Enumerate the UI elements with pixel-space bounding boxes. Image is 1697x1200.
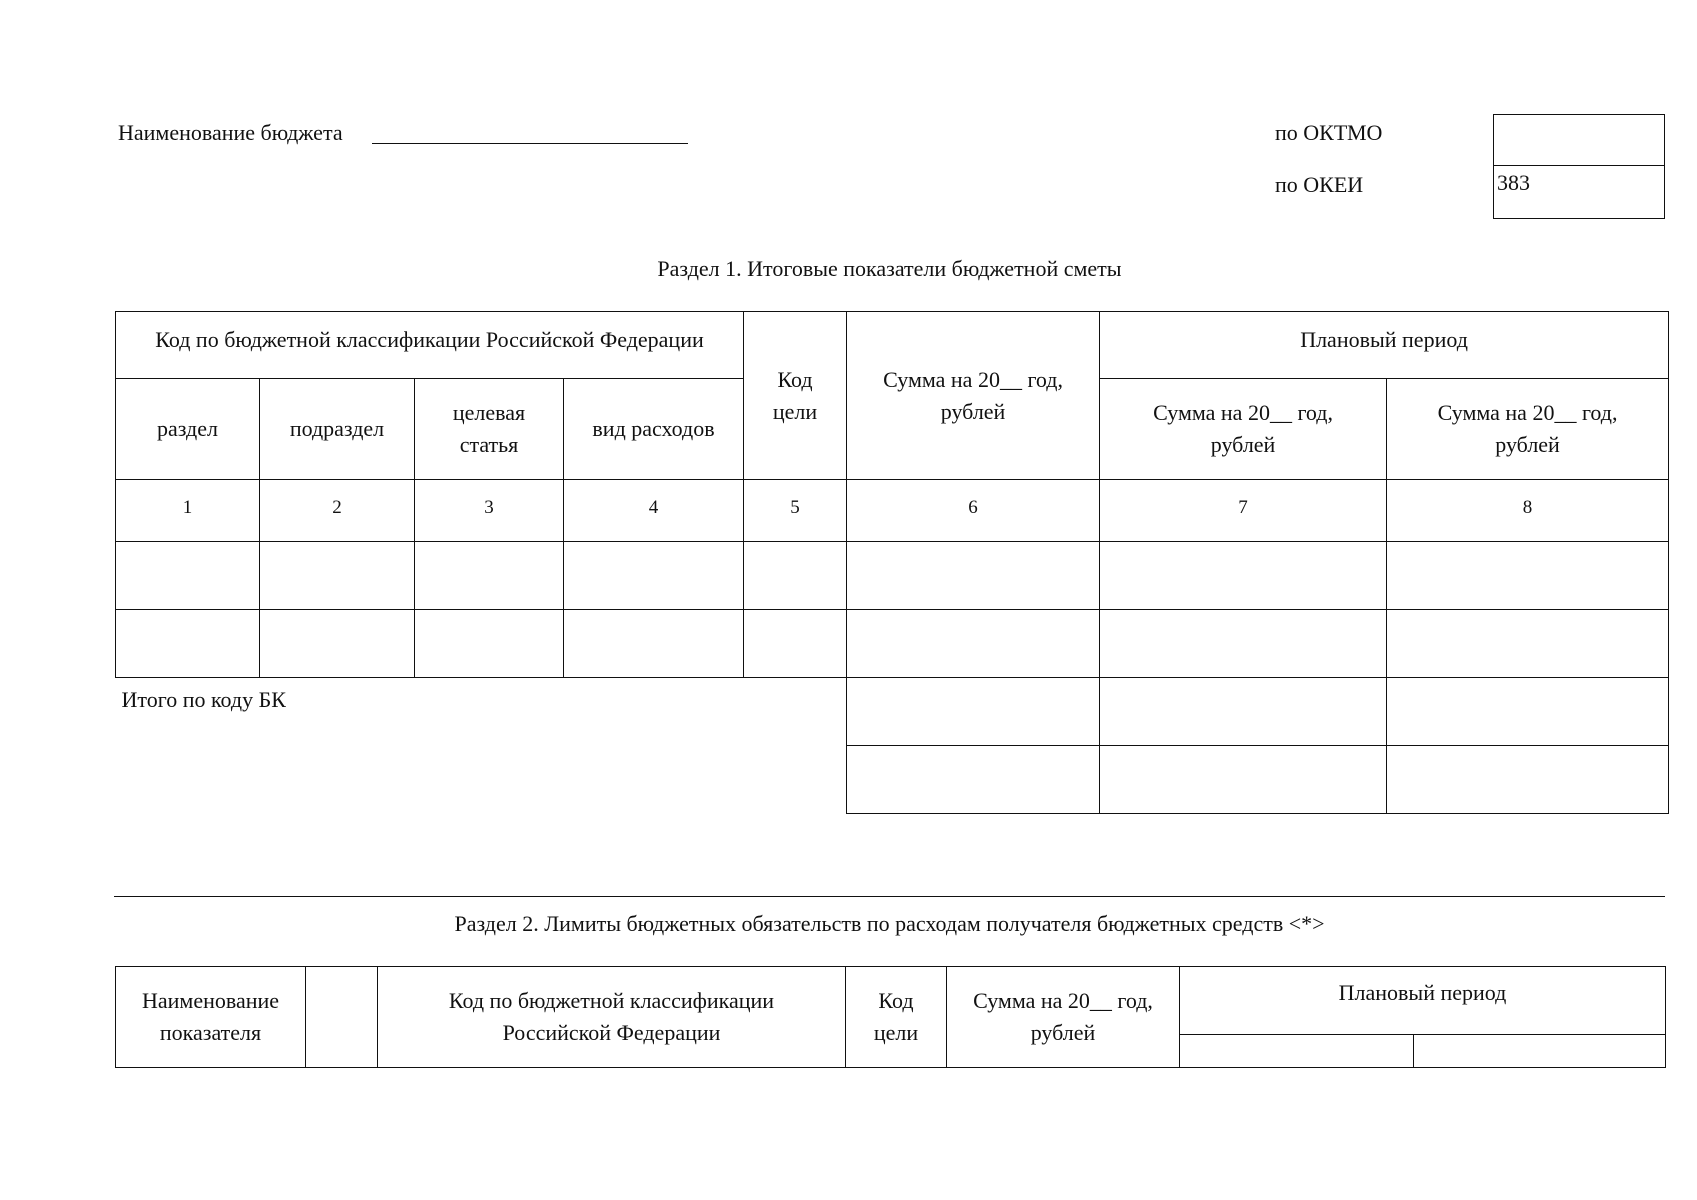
column-number: 5	[744, 480, 847, 542]
okei-label: по ОКЕИ	[1275, 172, 1364, 197]
summa-current-header: Сумма на 20__ год, рублей	[947, 967, 1180, 1068]
okei-code-field[interactable]: 383	[1493, 166, 1665, 219]
total-label: Итого по коду БК	[116, 678, 847, 814]
planovy-period-header: Плановый период	[1100, 312, 1669, 379]
total-cell[interactable]	[1387, 678, 1669, 746]
table-cell[interactable]	[744, 610, 847, 678]
column-number: 2	[260, 480, 415, 542]
section1-title: Раздел 1. Итоговые показатели бюджетной сметы	[657, 256, 1122, 281]
table-cell[interactable]	[564, 610, 744, 678]
section-divider	[114, 896, 1665, 897]
total-cell[interactable]	[847, 746, 1100, 814]
column-number: 7	[1100, 480, 1387, 542]
section2-table	[115, 966, 1666, 1068]
blank-header	[306, 967, 378, 1068]
section2-title: Раздел 2. Лимиты бюджетных обязательств по расходам получателя бюджетных средств <*>	[454, 911, 1325, 936]
budget-name-label: Наименование бюджета	[118, 120, 343, 145]
table-cell[interactable]	[847, 542, 1100, 610]
naimenovanie-header: Наименование показателя	[116, 967, 306, 1068]
bk-code-header: Код по бюджетной классификации Российской Федерации	[116, 312, 744, 379]
plan-subheader-cell	[1414, 1035, 1666, 1068]
razdel-header: раздел	[116, 379, 260, 480]
table-cell[interactable]	[847, 610, 1100, 678]
kod-celi-header: Код цели	[846, 967, 947, 1068]
bk-code-header: Код по бюджетной классификации Российской Федерации	[378, 967, 846, 1068]
budget-name-field[interactable]	[372, 143, 688, 144]
oktmo-label: по ОКТМО	[1275, 120, 1383, 145]
summa-current-header: Сумма на 20__ год, рублей	[847, 312, 1100, 480]
podrazdel-header: подраздел	[260, 379, 415, 480]
table-row	[116, 610, 1669, 678]
kod-celi-header: Код цели	[744, 312, 847, 480]
total-cell[interactable]	[1100, 678, 1387, 746]
table-cell[interactable]	[260, 542, 415, 610]
table-cell[interactable]	[260, 610, 415, 678]
table-cell[interactable]	[1387, 610, 1669, 678]
section1-table	[115, 311, 1669, 814]
table-cell[interactable]	[564, 542, 744, 610]
planovy-period-header: Плановый период	[1180, 967, 1666, 1035]
summa-plan1-header: Сумма на 20__ год, рублей	[1100, 379, 1387, 480]
plan-subheader-cell	[1180, 1035, 1414, 1068]
total-row	[116, 678, 1669, 746]
table-cell[interactable]	[116, 610, 260, 678]
column-number: 3	[415, 480, 564, 542]
oktmo-code-field[interactable]	[1493, 114, 1665, 166]
celevaya-statya-header: целевая статья	[415, 379, 564, 480]
table-row	[116, 542, 1669, 610]
summa-plan2-header: Сумма на 20__ год, рублей	[1387, 379, 1669, 480]
column-number: 8	[1387, 480, 1669, 542]
table-cell[interactable]	[415, 542, 564, 610]
vid-rashodov-header: вид расходов	[564, 379, 744, 480]
table-cell[interactable]	[116, 542, 260, 610]
table-cell[interactable]	[1100, 610, 1387, 678]
total-cell[interactable]	[1387, 746, 1669, 814]
column-number: 1	[116, 480, 260, 542]
total-cell[interactable]	[1100, 746, 1387, 814]
table-cell[interactable]	[415, 610, 564, 678]
column-number: 6	[847, 480, 1100, 542]
table-cell[interactable]	[1387, 542, 1669, 610]
column-number: 4	[564, 480, 744, 542]
table-cell[interactable]	[1100, 542, 1387, 610]
total-cell[interactable]	[847, 678, 1100, 746]
table-cell[interactable]	[744, 542, 847, 610]
